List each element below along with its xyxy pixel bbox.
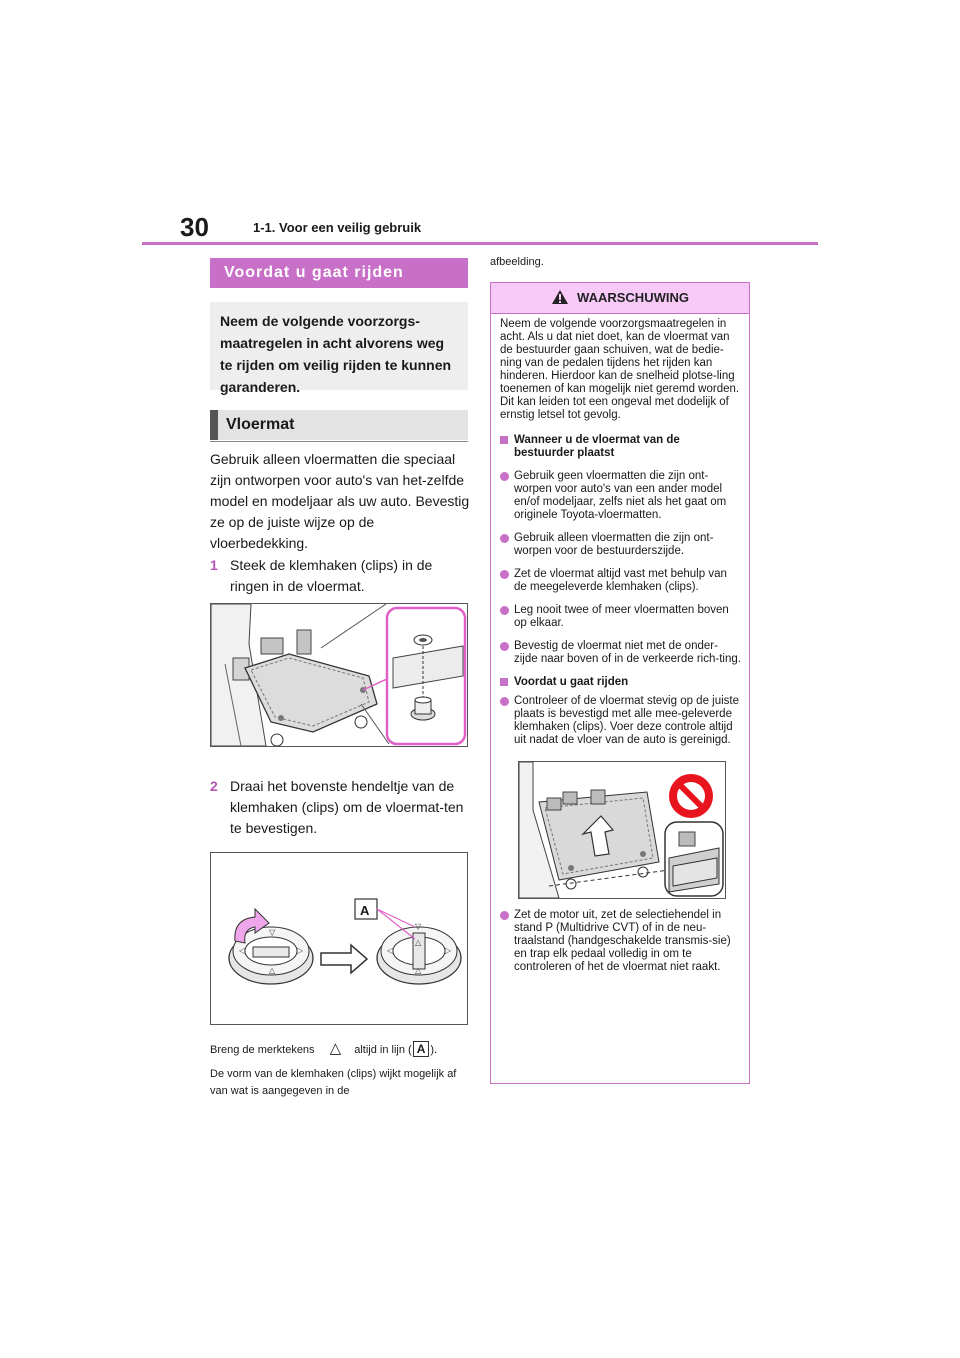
warning-item xyxy=(500,532,741,558)
section-title: Voordat u gaat rijden xyxy=(210,258,468,288)
warning-intro: Neem de volgende voorzorgsmaatregelen in acht. Als u dat niet doet, kan de vloermat van de bestuurder gaan schuiven, wat de bedie-ning van de pedalen tijdens het rijden kan hinderen. Hierdoor kan de snelheid plotse-ling toenemen of kan mogelijk niet geremd worden. Dit kan leiden tot een ongeval met dodelijk of ernstig letsel tot gevolg. xyxy=(500,318,740,421)
warning-title: WAARSCHUWING xyxy=(577,290,689,305)
clip-rotation-figure xyxy=(210,852,468,1025)
round-bullet-icon xyxy=(500,697,509,706)
step-text: Steek de klemhaken (clips) in de ringen in de vloermat. xyxy=(230,557,433,594)
warning-item xyxy=(500,640,741,666)
step-number: 1 xyxy=(210,557,218,573)
caption-middle: altijd in lijn ( xyxy=(354,1044,412,1056)
caption-after: ). xyxy=(430,1044,438,1056)
svg-text:△: △ xyxy=(415,966,422,975)
floor-mat-clip-figure xyxy=(210,603,468,747)
chapter-title: 1-1. Voor een veilig gebruik xyxy=(253,220,422,235)
warning-header xyxy=(491,283,749,314)
subsection-heading: Vloermat xyxy=(210,410,468,440)
warning-item xyxy=(500,695,741,747)
warning-body xyxy=(491,314,749,974)
intro-box: Neem de volgende voorzorgs-maatregelen in acht alvorens weg te rijden om veilig rijden te kunnen garanderen. xyxy=(210,302,468,390)
warning-item-text: Gebruik geen vloermatten die zijn ont-worpen voor auto's van een ander model en/of modeljaar, zelfs niet als het gaat om originele Toyota-vloermatten. xyxy=(514,470,727,521)
caption xyxy=(210,1041,470,1058)
warning-triangle-icon xyxy=(551,289,569,305)
header-rule xyxy=(142,242,818,245)
clip-rotation-illustration xyxy=(211,853,467,1024)
pedal-mat-illustration xyxy=(519,762,725,898)
warning-item-text: Gebruik alleen vloermatten die zijn ont-worpen voor de bestuurderszijde. xyxy=(514,532,714,557)
svg-text:▽: ▽ xyxy=(269,928,276,937)
svg-text:▽: ▽ xyxy=(415,922,422,931)
warning-heading-text: Voordat u gaat rijden xyxy=(514,676,629,688)
warning-heading-before-driving xyxy=(500,676,741,689)
step-number: 2 xyxy=(210,778,218,794)
square-bullet-icon xyxy=(500,678,508,686)
warning-item-text: Zet de vloermat altijd vast met behulp van de meegeleverde klemhaken (clips). xyxy=(514,568,727,593)
warning-item-text: Bevestig de vloermat niet met de onder-zijde naar boven of in de verkeerde rich-ting. xyxy=(514,640,741,665)
warning-item-text: Zet de motor uit, zet de selectiehendel in stand P (Multidrive CVT) of in de neu-traalstand (handgeschakelde transmis-sie) en trap elk pedaal volledig in om te controleren of het de vloermat niet raakt. xyxy=(514,909,731,973)
warning-heading-text: Wanneer u de vloermat van de bestuurder plaatst xyxy=(514,434,680,459)
floor-mat-illustration xyxy=(211,604,467,746)
svg-text:▷: ▷ xyxy=(445,946,452,955)
round-bullet-icon xyxy=(500,911,509,920)
svg-text:◁: ◁ xyxy=(387,946,394,955)
warning-item xyxy=(500,909,741,974)
warning-heading-placement xyxy=(500,434,741,460)
svg-text:◁: ◁ xyxy=(239,946,246,955)
round-bullet-icon xyxy=(500,642,509,651)
warning-item xyxy=(500,604,741,630)
round-bullet-icon xyxy=(500,606,509,615)
warning-box xyxy=(490,282,750,1084)
warning-item-text: Leg nooit twee of meer vloermatten boven op elkaar. xyxy=(514,604,729,629)
warning-item xyxy=(500,568,741,594)
svg-text:▷: ▷ xyxy=(297,946,304,955)
svg-text:△: △ xyxy=(415,938,422,947)
round-bullet-icon xyxy=(500,570,509,579)
page-number: 30 xyxy=(180,212,209,242)
round-bullet-icon xyxy=(500,472,509,481)
square-bullet-icon xyxy=(500,436,508,444)
step-text: Draai het bovenste hendeltje van de klemhaken (clips) om de vloermat-ten te bevestigen. xyxy=(230,778,464,836)
step-1 xyxy=(210,555,466,597)
svg-text:△: △ xyxy=(269,966,276,975)
warning-item-text: Controleer of de vloermat stevig op de juiste plaats is bevestigd met alle mee-geleverde klemhaken (clips). Voer deze controle altijd uit nadat de vloer van de auto is gereinigd. xyxy=(514,695,740,746)
body-paragraph: Gebruik alleen vloermatten die speciaal zijn ontworpen voor auto's van het-zelfde model en modeljaar als uw auto. Bevestig ze op de juiste wijze op de vloerbedekking. xyxy=(210,451,470,551)
caption-label-a: A xyxy=(413,1041,430,1057)
round-bullet-icon xyxy=(500,534,509,543)
warning-item xyxy=(500,470,741,522)
step-2 xyxy=(210,776,466,839)
shape-note-continued: afbeelding. xyxy=(490,256,544,268)
no-floor-mat-stacking-figure xyxy=(518,761,726,899)
caption-before: Breng de merktekens xyxy=(210,1044,315,1056)
shape-note: De vorm van de klemhaken (clips) wijkt mogelijk af van wat is aangegeven in de xyxy=(210,1068,457,1097)
figure-label-a: A xyxy=(360,903,370,918)
triangle-mark-icon: △ xyxy=(329,1040,342,1057)
